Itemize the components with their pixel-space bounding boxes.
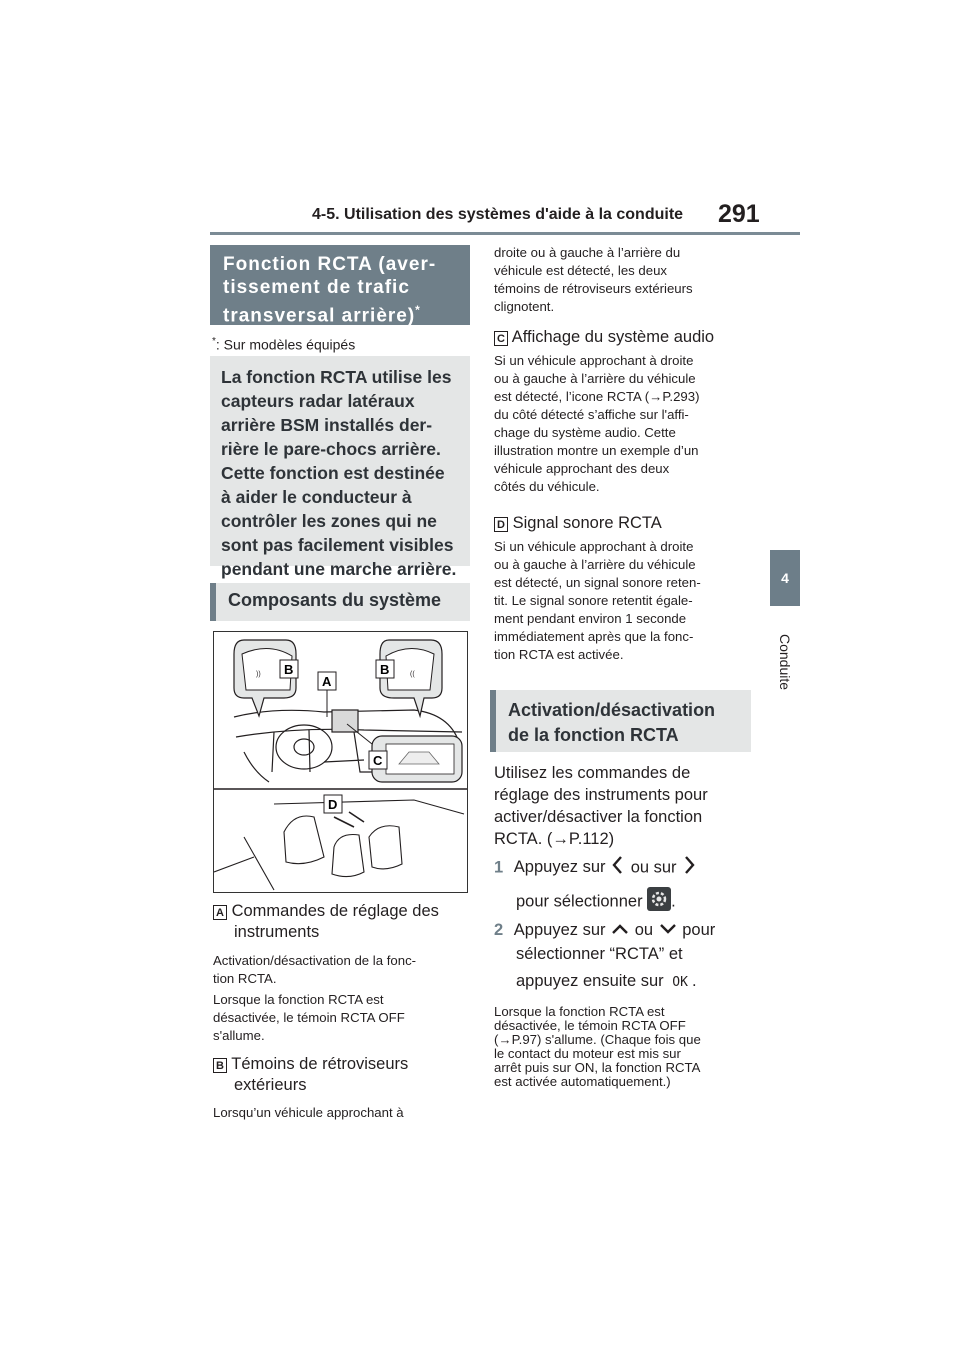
item-b-desc-line: témoins de rétroviseurs extérieurs [494,281,693,296]
activation-intro-line: RCTA. (→P.112) [494,830,615,848]
item-a-desc1-line2: tion RCTA. [213,971,277,986]
section-heading-line1: Fonction RCTA (aver- [223,254,437,275]
note-line: Lorsque la fonction RCTA est [494,1004,665,1019]
chevron-down-icon [658,920,678,942]
item-d-desc-line: tion RCTA est activée. [494,647,624,662]
item-a-title-line1: Commandes de réglage des [231,902,439,920]
item-d-desc-line: est détecté, un signal sonore reten- [494,575,701,590]
item-c-desc-line: véhicule approchant des deux [494,461,670,476]
item-a-desc2-line1: Lorsque la fonction RCTA est [213,992,384,1007]
intro-line: capteurs radar latéraux [221,391,415,411]
ok-button-glyph: OK [672,974,688,990]
step-1-line2 [494,887,759,917]
item-b-title-line1: Témoins de rétroviseurs [231,1055,409,1073]
step-2-line3 [494,970,759,994]
label-c: C [373,753,383,768]
item-d-desc-line: immédiatement après que la fonc- [494,629,694,644]
item-b-title [213,1054,473,1075]
item-a-desc2 [213,991,473,1045]
activation-note [494,1005,754,1089]
chapter-label [770,622,800,702]
step-1-number: 1 [494,858,504,877]
chevron-up-icon [610,920,630,942]
section-heading-components [210,583,470,621]
note-line: arrêt puis sur ON, la fonction RCTA [494,1060,701,1075]
activation-heading-line1: Activation/désactivation [508,700,716,720]
item-a-desc2-line3: s'allume. [213,1028,265,1043]
item-c-desc-line: Si un véhicule approchant à droite [494,353,694,368]
item-b-desc-line: véhicule est détecté, les deux [494,263,668,278]
step-2 [494,919,759,994]
note-line: le contact du moteur est mis sur [494,1046,681,1061]
note-line: est activée automatiquement.) [494,1074,671,1089]
activation-intro-line: activer/désactiver la fonction [494,808,703,826]
activation-intro-line: réglage des instruments pour [494,786,708,804]
item-a-desc1 [213,952,473,988]
item-b-title-line2: extérieurs [234,1076,307,1094]
step-2-line2: sélectionner “RCTA” et [516,944,683,963]
footnote [212,336,355,353]
item-d-desc-line: tit. Le signal sonore retentit égale- [494,593,693,608]
item-d-label: D [494,517,508,532]
activation-intro-line: Utilisez les commandes de [494,764,691,782]
system-illustration [213,631,468,893]
item-a-label: A [213,905,227,920]
audio-display-callout [347,724,462,782]
item-b-desc-line: droite ou à gauche à l’arrière du [494,245,681,260]
intro-line: contrôler les zones qui ne [221,511,437,531]
item-c-title [494,327,754,348]
item-c-desc-line: illustration montre un exemple d’un [494,443,699,458]
section-heading-rcta [210,245,470,325]
intro-line: pendant une marche arrière. [221,559,457,579]
settings-gear-icon [647,887,671,917]
chapter-label-text: Conduite [777,633,793,691]
activation-intro [494,762,754,850]
item-d-desc-line: ment pendant environ 1 seconde [494,611,687,626]
label-b-left: B [284,662,294,677]
item-d-desc-line: Si un véhicule approchant à droite [494,539,694,554]
activation-heading-line2: de la fonction RCTA [508,725,679,745]
components-heading-text: Composants du système [228,590,442,610]
section-heading-line2: tissement de trafic [223,277,410,298]
item-b-desc-line: clignotent. [494,299,555,314]
page-number: 291 [718,200,760,228]
item-d-title-text: Signal sonore RCTA [512,514,662,532]
step-2-text4: appuyez ensuite sur [516,971,664,990]
label-a: A [322,674,332,689]
running-header: 4-5. Utilisation des systèmes d'aide à la conduite [312,206,684,223]
chevron-left-icon [610,855,626,881]
illustration-drawing [214,632,467,892]
note-line: (→P.97) s'allume. (Chaque fois que [494,1032,701,1047]
svg-text:((: (( [410,671,415,678]
item-d-desc-line: ou à gauche à l’arrière du véhicule [494,557,696,572]
item-a-desc2-line2: désactivée, le témoin RCTA OFF [213,1010,405,1025]
step-1 [494,855,759,917]
header-rule [210,232,800,235]
item-a [213,901,473,943]
step-1-line1 [494,855,759,881]
intro-box [210,356,470,579]
item-b-desc-start: Lorsqu’un véhicule approchant à [213,1105,404,1120]
intro-line: Cette fonction est destinée [221,463,445,483]
item-c-desc-line: chage du système audio. Cette [494,425,676,440]
step-1-text4: . [671,892,676,911]
step-1-text3: pour sélectionner [516,892,643,911]
section-heading-activation [490,690,751,752]
item-a-desc1-line1: Activation/désactivation de la fonc- [213,953,417,968]
chevron-right-icon [681,855,697,881]
intro-line: arrière BSM installés der- [221,415,433,435]
item-c-label: C [494,331,508,346]
step-2-text5: . [691,971,697,990]
item-b-desc-cont [494,244,754,316]
item-d-title [494,513,754,534]
footnote-text: : Sur modèles équipés [215,336,356,353]
label-b-right: B [380,662,390,677]
item-a-title-line2: instruments [234,923,320,941]
section-heading-line3 [223,299,470,327]
step-2-text2: ou [634,921,654,939]
note-line: désactivée, le témoin RCTA OFF [494,1018,686,1033]
svg-text:)): )) [256,671,261,678]
section-heading-line3-text: transversal arrière) [223,305,416,327]
intro-line: La fonction RCTA utilise les [221,367,452,387]
asterisk-mark: * [415,303,421,317]
step-2-text3: pour [682,921,716,939]
intro-line: rière le pare-chocs arrière. [221,439,441,459]
label-d: D [328,797,338,812]
item-c-desc-line: côtés du véhicule. [494,479,600,494]
step-1-text2: ou sur [630,858,677,877]
step-1-text1: Appuyez sur [513,858,606,877]
item-a-title [213,901,473,922]
footnote-mark: * [212,336,216,347]
item-c-desc-line: ou à gauche à l’arrière du véhicule [494,371,696,386]
step-2-line1 [494,919,759,942]
item-b [213,1054,473,1096]
item-c-desc [494,352,754,496]
step-2-text1: Appuyez sur [513,921,606,939]
item-c-title-text: Affichage du système audio [511,328,715,346]
figure-labels [280,660,394,813]
intro-line: à aider le conducteur à [221,487,412,507]
item-c-desc-line: est détecté, l’icone RCTA (→P.293) [494,389,700,404]
step-2-number: 2 [494,921,504,939]
item-c-desc-line: du côté détecté s’affiche sur l'affi- [494,407,689,422]
item-b-label: B [213,1058,227,1073]
chapter-tab: 4 [770,550,800,606]
intro-line: sont pas facilement visibles [221,535,454,555]
item-d-desc [494,538,754,664]
